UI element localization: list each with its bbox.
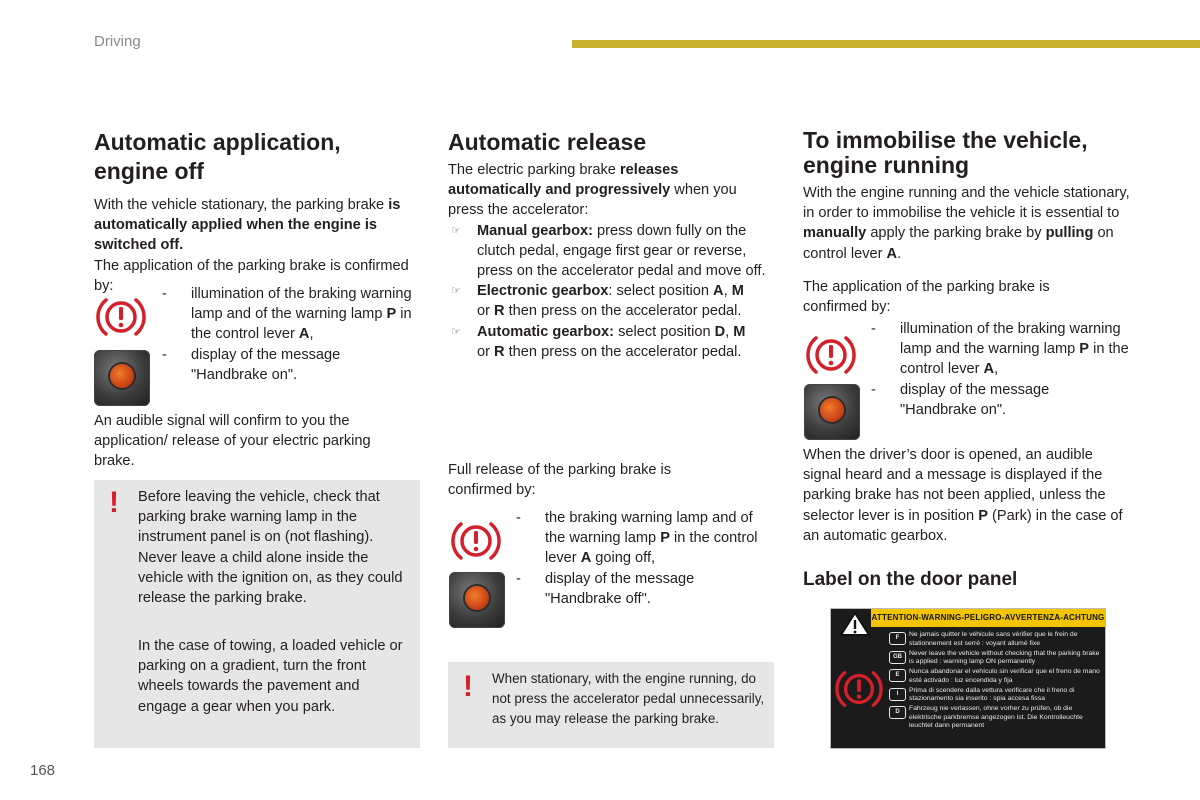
paragraph-confirmation: The application of the parking brake is confirmed by: [94,257,409,294]
header-gold-bar [572,40,1200,48]
list-item: - illumination of the braking warning lamp and the warning lamp P in the control lever A, [871,321,1129,378]
list-item: ☞ Manual gearbox: press down fully on the clutch pedal, engage first gear or reverse, press on the accelerator pedal and move off. [451,222,766,280]
paragraph-full-release: Full release of the parking brake is confirmed by: [448,462,672,499]
list-item: - illumination of the braking warning lamp and of the warning lamp P in the control lever A, [162,286,412,343]
column-automatic-release [448,128,774,362]
column-automatic-application [94,128,424,296]
section-label: Driving [94,33,141,50]
warning-exclamation-icon: ! [463,670,473,703]
pointing-hand-icon: ☞ [451,224,461,237]
braking-warning-lamp-icon [451,518,501,569]
list-item: - display of the message "Handbrake on". [871,381,1050,418]
gearbox-list [448,221,774,362]
door-label-row: GB Never leave the vehicle without checking that the parking brake is applied : warning lamp ON permanently [889,650,1101,669]
door-label-row: D Fahrzeug nie verlassen, ohne vorher zu prüfen, ob die elektrische parkbremse angezogen ist. Die Kontrolleuchte leuchtet dann permanent [889,705,1101,724]
list-item: ☞ Electronic gearbox: select position A, M or R then press on the accelerator pedal. [451,283,744,320]
warning-text-accelerator: When stationary, with the engine running, do not press the accelerator pedal unnecessarily, as you may release the parking brake. [492,671,765,727]
door-label-row: E Nunca abandonar el vehículo sin verificar que el freno de mano esté activado : luz encendida y fija [889,668,1101,687]
list-item: - display of the message "Handbrake off". [516,570,695,607]
door-label-header: ATTENTION-WARNING-PELIGRO-AVVERTENZA-ACHTUNG [871,609,1105,627]
door-panel-label-image [830,608,1106,749]
warning-exclamation-icon: ! [109,486,119,519]
braking-warning-lamp-icon [96,294,146,345]
pointing-hand-icon: ☞ [451,285,461,298]
door-label-row: F Ne jamais quitter le véhicule sans vérifier que le frein de stationnement est serré : voyant allumé fixe [889,631,1101,650]
warning-box-stationary [448,662,774,748]
paragraph-audible-signal: An audible signal will confirm to you the application/ release of your electric parking brake. [94,413,371,470]
heading-immobilise: To immobilise the vehicle, engine running [803,127,1088,178]
list-item: ☞ Automatic gearbox: select position D, M or R then press on the accelerator pedal. [451,323,746,360]
heading-automatic-application: Automatic application, engine off [94,129,341,184]
pointing-hand-icon: ☞ [451,325,461,338]
paragraph-door-opened: When the driver’s door is opened, an audible signal heard and a message is displayed if the parking brake has not been applied, unless the selector lever is in position P (Park) in the case of an automatic gearbox. [803,447,1123,544]
warning-text-child: Before leaving the vehicle, check that parking brake warning lamp in the instrument panel is on (not flashing). Never leave a child alone inside the vehicle with the ignition on, as they could release the parking brake. [138,489,403,607]
warning-box-before-leaving [94,480,420,748]
paragraph-confirmation: The application of the parking brake is confirmed by: [803,278,1050,316]
door-label-lines [889,631,1101,730]
heading-automatic-release: Automatic release [448,129,647,155]
parking-brake-button-icon [94,350,150,406]
parking-brake-button-icon [449,572,505,628]
page-number: 168 [30,762,56,779]
paragraph-release-intro: The electric parking brake releases automatically and progressively when you press the accelerator: [448,162,737,219]
parking-brake-button-icon [804,384,860,440]
warning-triangle-icon [839,611,871,637]
list-item: - display of the message "Handbrake on". [162,346,341,383]
column-immobilise [803,128,1133,317]
immobilise-confirmation-list [871,319,1129,420]
confirmation-list [162,284,420,385]
braking-warning-lamp-icon [806,332,856,383]
warning-text-towing: In the case of towing, a loaded vehicle or parking on a gradient, turn the front wheels towards the pavement and engage a gear when you park. [138,638,403,715]
paragraph-immobilise: With the engine running and the vehicle stationary, in order to immobilise the vehicle it is essential to manually apply the parking brake by pulling on control lever A. [803,185,1130,262]
release-confirmation-list [516,508,774,609]
door-label-row: I Prima di scendere dalla vettura verificare che il freno di stazionamento sia inserito : spia accesa fissa [889,687,1101,706]
subheading-door-label: Label on the door panel [803,569,1018,590]
paragraph-intro: With the vehicle stationary, the parking brake is automatically applied when the engine is switched off. [94,197,401,254]
braking-warning-lamp-icon [833,667,885,716]
list-item: - the braking warning lamp and of the warning lamp P in the control lever A going off, [516,510,758,567]
